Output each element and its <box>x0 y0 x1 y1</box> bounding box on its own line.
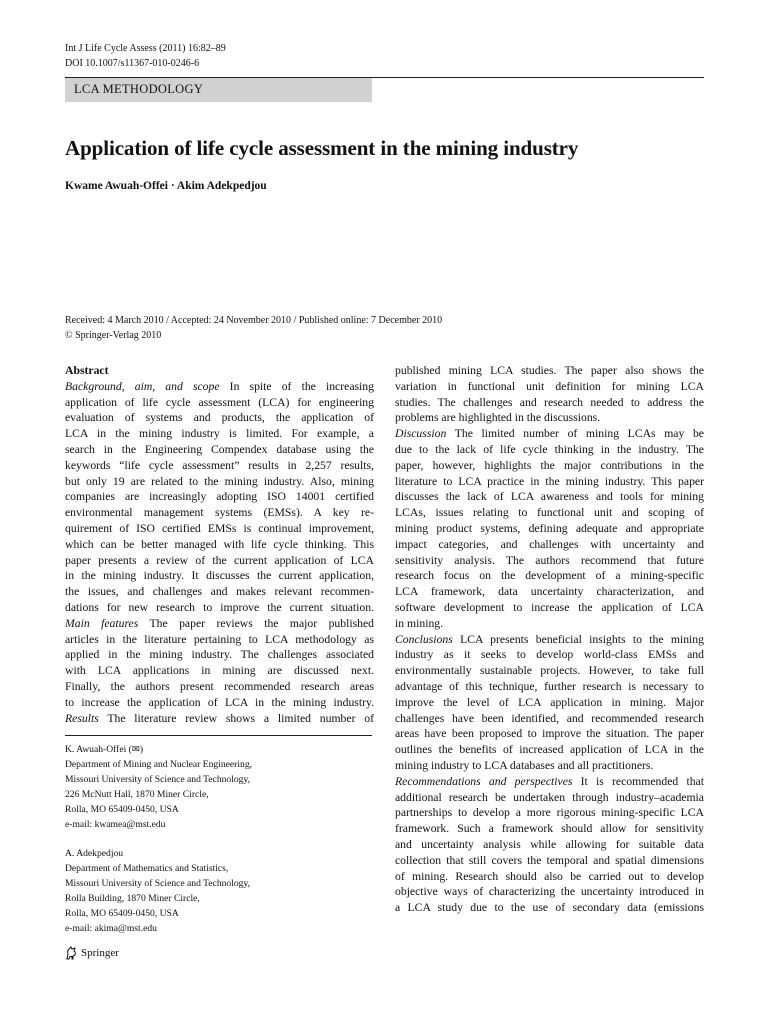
abstract-line <box>65 647 374 663</box>
abstract-line-text: the issues, and challenges and makes relevant recommen- <box>65 585 374 599</box>
abstract-line <box>65 395 374 411</box>
abstract-line-text: The limited number of mining LCAs may be <box>446 427 704 441</box>
abstract-line-text: with LCA applications in mining are discussed next. <box>65 664 374 678</box>
abstract-left-text <box>65 379 374 727</box>
affiliation-line: Rolla, MO 65409-0450, USA <box>65 804 179 815</box>
abstract-line-text: dations for new research to improve the current situation. <box>65 600 374 614</box>
affiliation-line: Missouri University of Science and Technology, <box>65 878 251 889</box>
abstract-line-text: research focus on the development of a mining-specific <box>395 569 704 583</box>
abstract-line <box>65 695 374 711</box>
abstract-line-text: LCAs, issues relating to functional unit and scoping of <box>395 506 704 520</box>
abstract-line-text: companies are increasingly adopting ISO 14001 certified <box>65 490 374 504</box>
abstract-line <box>395 616 704 632</box>
abstract-line-text: collection that still covers the temporal and spatial dimensions <box>395 853 704 867</box>
abstract-line <box>395 553 704 569</box>
abstract-line <box>65 458 374 474</box>
abstract-line <box>395 742 704 758</box>
abstract-line <box>395 790 704 806</box>
abstract-line <box>65 442 374 458</box>
affiliation-line: e-mail: kwamea@mst.edu <box>65 819 166 830</box>
abstract-line-text: software development to increase the application of LCA <box>395 600 704 614</box>
abstract-line-text: paper, however, highlights the major contributions in the <box>395 458 704 472</box>
abstract-line <box>395 379 704 395</box>
abstract-line-text: a LCA study due to the use of secondary data (emissions <box>395 901 704 915</box>
abstract-line-text: which can be better managed with life cycle thinking. This <box>65 537 374 551</box>
doi-line: DOI 10.1007/s11367-010-0246-6 <box>65 58 200 69</box>
abstract-line <box>395 726 704 742</box>
abstract-line-text: advantage of this technique, further research is necessary to <box>395 679 704 693</box>
abstract-line <box>395 900 704 916</box>
article-authors: Kwame Awuah-Offei · Akim Adekpedjou <box>65 180 267 192</box>
affiliation-line: Rolla, MO 65409-0450, USA <box>65 908 179 919</box>
abstract-line <box>65 489 374 505</box>
affiliation-line: K. Awuah-Offei (✉) <box>65 744 144 755</box>
abstract-line <box>395 853 704 869</box>
abstract-line <box>395 632 704 648</box>
abstract-line <box>395 663 704 679</box>
affiliation-line: Department of Mining and Nuclear Engineering, <box>65 759 253 770</box>
abstract-line <box>65 553 374 569</box>
abstract-line-text: of mining. Research should also be carried out to develop <box>395 869 704 883</box>
abstract-line-text: in mining. <box>395 616 444 630</box>
affiliation-block <box>65 742 374 832</box>
abstract-line-text: challenges have been identified, and recommended research <box>395 711 704 725</box>
affiliation-gap <box>65 832 374 846</box>
abstract-line-text: improve the level of LCA application in mining. Major <box>395 695 704 709</box>
abstract-line-text: published mining LCA studies. The paper also shows the <box>395 364 704 377</box>
abstract-heading: Abstract <box>65 364 109 377</box>
abstract-line <box>395 869 704 885</box>
abstract-line-text: environmentally sustainable projects. However, to take full <box>395 664 704 678</box>
abstract-line <box>395 884 704 900</box>
abstract-line <box>395 442 704 458</box>
abstract-line <box>395 695 704 711</box>
abstract-line <box>395 363 704 379</box>
abstract-line <box>65 616 374 632</box>
section-label: LCA METHODOLOGY <box>74 82 204 96</box>
abstract-line <box>395 426 704 442</box>
abstract-line-text: and uncertainty analysis while allowing for suitable data <box>395 837 704 851</box>
abstract-line-text: LCA in the mining industry is limited. For example, a <box>65 427 374 441</box>
abstract-line <box>65 568 374 584</box>
abstract-right-text <box>395 363 704 916</box>
abstract-line <box>65 474 374 490</box>
section-label-bar <box>65 78 372 102</box>
journal-header <box>65 41 226 71</box>
abstract-subheading: Background, aim, and scope <box>65 379 220 393</box>
abstract-line-text: studies. The challenges and research needed to address the <box>395 395 704 409</box>
abstract-line <box>395 584 704 600</box>
affiliation-line: Department of Mathematics and Statistics, <box>65 863 229 874</box>
abstract-line <box>395 410 704 426</box>
abstract-line <box>65 426 374 442</box>
abstract-line-text: in the mining industry. It discusses the current application, <box>65 569 374 583</box>
abstract-line-text: LCA framework, data uncertainty characterization, and <box>395 585 704 599</box>
abstract-subheading: Results <box>65 711 99 725</box>
dates-line: Received: 4 March 2010 / Accepted: 24 November 2010 / Published online: 7 December 2010 <box>65 315 443 326</box>
abstract-line-text: industry as it seeks to develop world-class EMSs and <box>395 648 704 662</box>
affiliation-line: Rolla Building, 1870 Miner Circle, <box>65 893 200 904</box>
affiliation-line: A. Adekpedjou <box>65 848 124 859</box>
abstract-line-text: applied in the mining industry. The challenges associated <box>65 648 374 662</box>
abstract-subheading: Discussion <box>395 427 447 441</box>
abstract-line <box>395 395 704 411</box>
abstract-line-text: environmental management systems (EMSs). A key re- <box>65 506 374 520</box>
abstract-line <box>65 521 374 537</box>
abstract-line-text: problems are highlighted in the discussions. <box>395 411 601 425</box>
abstract-line-text: additional research be undertaken through industry–academia <box>395 790 704 804</box>
abstract-line-text: quirement of ISO certified EMSs is continual improvement, <box>65 521 374 535</box>
abstract-line <box>395 837 704 853</box>
abstract-line-text: but only 19 are related to the mining industry. Also, mining <box>65 474 374 488</box>
abstract-line-text: framework. Such a framework should allow for sensitivity <box>395 822 704 836</box>
springer-horse-icon <box>65 946 78 960</box>
copyright-line: © Springer-Verlag 2010 <box>65 330 162 341</box>
abstract-line-text: search in the Engineering Compendex database using the <box>65 442 374 456</box>
abstract-line <box>395 679 704 695</box>
publisher-name: Springer <box>81 947 119 959</box>
abstract-line <box>395 537 704 553</box>
abstract-line <box>395 805 704 821</box>
abstract-line-text: LCA presents beneficial insights to the mining <box>452 632 704 646</box>
abstract-line-text: paper presents a review of the current application of LCA <box>65 553 374 567</box>
affiliation-block <box>65 846 374 936</box>
abstract-line-text: partnerships to develop a more rigorous mining-specific LCA <box>395 806 704 820</box>
abstract-line-text: mining product systems, defining adequate and appropriate <box>395 521 704 535</box>
abstract-line-text: The paper reviews the major published <box>138 616 375 630</box>
abstract-line-text: articles in the literature pertaining to LCA methodology as <box>65 632 374 646</box>
affiliation-line: 226 McNutt Hall, 1870 Miner Circle, <box>65 789 209 800</box>
abstract-line-text: sensitivity analysis. The authors recommend that future <box>395 553 704 567</box>
article-title: Application of life cycle assessment in the mining industry <box>65 136 579 160</box>
abstract-line-text: evaluation of systems and products, the application of <box>65 411 374 425</box>
abstract-line-text: outlines the benefits of increased application of LCA in the <box>395 743 704 757</box>
abstract-line <box>395 505 704 521</box>
abstract-subheading: Conclusions <box>395 632 453 646</box>
affiliation-line: Missouri University of Science and Technology, <box>65 774 251 785</box>
abstract-line <box>395 774 704 790</box>
abstract-line-text: variation in functional unit definition for mining LCA <box>395 379 704 393</box>
abstract-line <box>395 711 704 727</box>
abstract-column-left <box>65 363 374 726</box>
abstract-line <box>65 410 374 426</box>
abstract-line-text: It is recommended that <box>572 774 704 788</box>
abstract-subheading: Main features <box>65 616 139 630</box>
abstract-line-text: discusses the lack of LCA awareness and tools for mining <box>395 490 704 504</box>
abstract-line-text: Finally, the authors present recommended research areas <box>65 679 374 693</box>
abstract-line-text: impact categories, and challenges with uncertainty and <box>395 537 704 551</box>
abstract-line-text: The literature review shows a limited number of <box>98 711 374 725</box>
abstract-line-text: literature to LCA practice in the mining industry. This paper <box>395 474 704 488</box>
abstract-line-text: due to the lack of life cycle thinking in the industry. The <box>395 442 704 456</box>
publication-dates <box>65 313 442 343</box>
abstract-line <box>395 600 704 616</box>
abstract-line-text: mining industry to LCA databases and all practitioners. <box>395 758 654 772</box>
abstract-line <box>395 647 704 663</box>
abstract-line <box>65 632 374 648</box>
abstract-subheading: Recommendations and perspectives <box>395 774 573 788</box>
abstract-line <box>65 679 374 695</box>
abstract-line <box>395 474 704 490</box>
abstract-line <box>65 505 374 521</box>
affiliation-line: e-mail: akima@mst.edu <box>65 923 157 934</box>
abstract-line <box>395 568 704 584</box>
abstract-line <box>65 663 374 679</box>
abstract-line-text: objective ways of characterizing the uncertainty introduced in <box>395 885 704 899</box>
abstract-line-text: In spite of the increasing <box>219 379 374 393</box>
journal-citation: Int J Life Cycle Assess (2011) 16:82–89 <box>65 43 226 54</box>
abstract-line-text: areas have been proposed to improve the situation. The paper <box>395 727 704 741</box>
publisher-logo <box>65 946 119 960</box>
abstract-column-right <box>395 363 704 916</box>
abstract-line-text: to increase the application of LCA in the mining industry. <box>65 695 374 709</box>
abstract-line <box>395 521 704 537</box>
abstract-line-text: keywords “life cycle assessment” results in 2,257 results, <box>65 458 374 472</box>
abstract-line-text: application of life cycle assessment (LCA) for engineering <box>65 395 374 409</box>
abstract-line <box>65 600 374 616</box>
abstract-line <box>395 489 704 505</box>
abstract-line <box>395 821 704 837</box>
abstract-line <box>65 537 374 553</box>
abstract-line <box>65 711 374 727</box>
abstract-line <box>395 758 704 774</box>
abstract-line <box>395 458 704 474</box>
footnote-separator <box>65 735 372 736</box>
abstract-line <box>65 584 374 600</box>
author-affiliations <box>65 742 374 936</box>
abstract-line <box>65 379 374 395</box>
